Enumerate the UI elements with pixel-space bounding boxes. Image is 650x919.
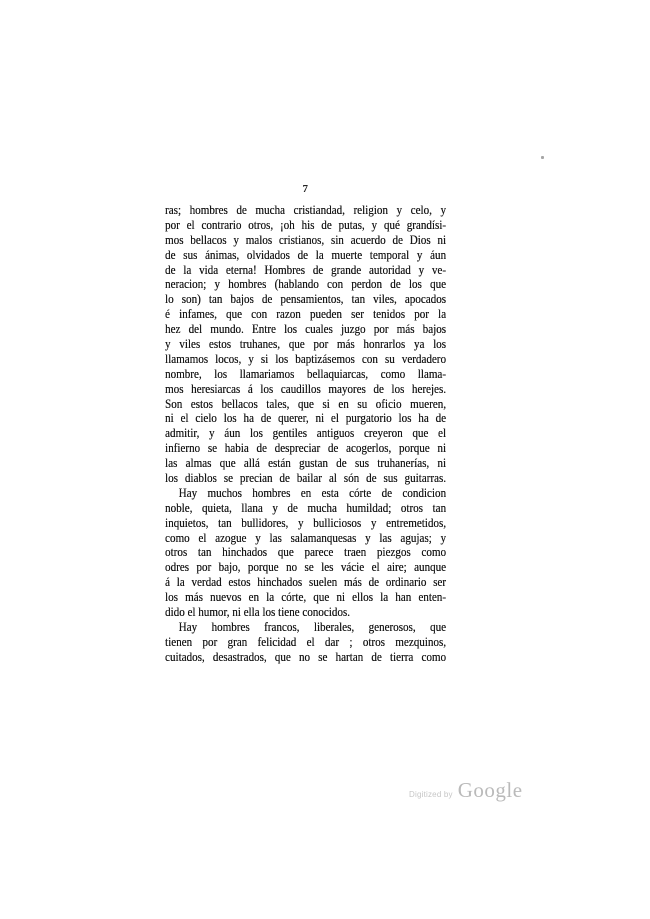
text-line: inquietos, tan bullidores, y bulliciosos y entremetidos, <box>165 515 446 530</box>
text-line: las almas que allá están gustan de sus truhanerías, ni <box>165 456 446 471</box>
text-line: y viles estos truhanes, que por más honrarlos ya los <box>165 337 446 352</box>
text-line: Hay muchos hombres en esta córte de condicion <box>178 485 446 500</box>
text-line: cuitados, desastrados, que no se hartan de tierra como <box>165 649 446 664</box>
text-line: noble, quieta, llana y de mucha humildad; otros tan <box>165 500 446 515</box>
text-line: neracion; y hombres (hablando con perdon de los que <box>165 277 446 292</box>
text-line: tienen por gran felicidad el dar ; otros mezquinos, <box>165 634 446 649</box>
text-line: mos bellacos y malos cristianos, sin acuerdo de Dios ni <box>165 232 446 247</box>
text-line: por el contrario otros, ¡oh his de putas, y qué grandísi- <box>165 217 446 232</box>
page-number: 7 <box>302 183 309 195</box>
body-text <box>165 203 446 667</box>
text-line: nombre, los llamariamos bellaquiarcas, como llama- <box>165 366 446 381</box>
body-text-lines <box>165 203 446 665</box>
text-line: Son estos bellacos tales, que si en su oficio mueren, <box>165 396 446 411</box>
text-line: los más nuevos en la córte, que ni ellos la han enten- <box>165 590 446 605</box>
text-line: hez del mundo. Entre los cuales juzgo por más bajos <box>165 322 446 337</box>
text-line: á la verdad estos hinchados suelen más de ordinario ser <box>165 575 446 590</box>
text-line: infierno se habia de despreciar de acogerlos, porque ni <box>165 441 446 456</box>
scan-artifact-dot <box>541 156 544 159</box>
text-line: ni el cielo los ha de querer, ni el purgatorio los ha de <box>165 411 446 426</box>
text-line: Hay hombres francos, liberales, generosos, que <box>178 619 446 634</box>
text-line: de sus ánimas, olvidados de la muerte temporal y áun <box>165 247 446 262</box>
text-line: como el azogue y las salamanquesas y las agujas; y <box>165 530 446 545</box>
text-line: los diablos se precian de bailar al són de sus guitarras. <box>165 471 446 486</box>
text-line: é infames, que con razon pueden ser tenidos por la <box>165 307 446 322</box>
text-line: llamamos locos, y si los baptizásemos con su verdadero <box>165 351 446 366</box>
text-line: dido el humor, ni ella los tiene conocidos. <box>165 605 350 620</box>
text-line: lo son) tan bajos de pensamientos, tan viles, apocados <box>165 292 446 307</box>
google-watermark <box>409 778 523 803</box>
text-line: odres por bajo, porque no se les vácie el aire; aunque <box>165 560 446 575</box>
text-line: de la vida eterna! Hombres de grande autoridad y ve- <box>165 262 446 277</box>
text-line: admitir, y áun los gentiles antiguos creyeron que el <box>165 426 446 441</box>
text-line: otros tan hinchados que parece traen piezgos como <box>165 545 446 560</box>
google-logo: Google <box>457 778 523 802</box>
text-line: ras; hombres de mucha cristiandad, religion y celo, y <box>165 203 446 217</box>
digitized-by-label: Digitized by <box>409 790 453 799</box>
text-line: mos heresiarcas á los caudillos mayores de los herejes. <box>165 381 446 396</box>
